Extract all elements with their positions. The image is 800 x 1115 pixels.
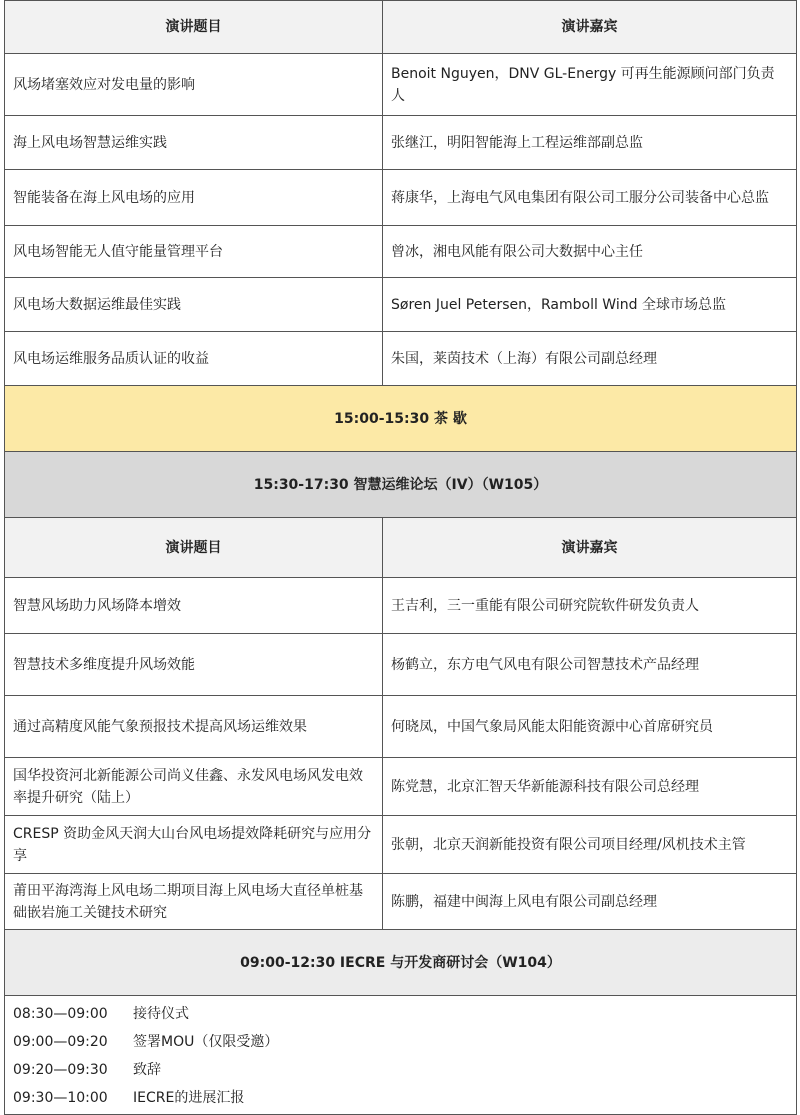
- schedule-activity: 签署MOU（仅限受邀）: [133, 1034, 279, 1050]
- talk-speaker: Benoit Nguyen，DNV GL-Energy 可再生能源顾问部门负责人: [383, 54, 797, 116]
- talk-topic: 风场堵塞效应对发电量的影响: [5, 54, 383, 116]
- talk-speaker: 王吉利，三一重能有限公司研究院软件研发负责人: [383, 578, 797, 634]
- table1-header: [5, 1, 797, 54]
- table-row: [5, 578, 797, 634]
- schedule-block: [5, 996, 797, 1115]
- schedule-cell: [5, 996, 797, 1115]
- speaker-column-header: 演讲嘉宾: [383, 518, 797, 578]
- talk-speaker: 杨鹤立，东方电气风电有限公司智慧技术产品经理: [383, 634, 797, 696]
- schedule-activity: 致辞: [133, 1062, 161, 1078]
- table-row: [5, 816, 797, 874]
- session-band: [5, 452, 797, 518]
- tea-break-band: [5, 386, 797, 452]
- schedule-item: [13, 1028, 788, 1056]
- schedule-time: 09:30—10:00: [13, 1090, 108, 1106]
- talk-topic: 智能装备在海上风电场的应用: [5, 170, 383, 226]
- table-row: [5, 170, 797, 226]
- schedule-activity: IECRE的进展汇报: [133, 1090, 245, 1106]
- talk-topic: 风电场大数据运维最佳实践: [5, 278, 383, 332]
- table2-header: [5, 518, 797, 578]
- talk-topic: 风电场智能无人值守能量管理平台: [5, 226, 383, 278]
- talk-speaker: 张继江，明阳智能海上工程运维部副总监: [383, 116, 797, 170]
- talk-speaker: 陈鹏，福建中闽海上风电有限公司副总经理: [383, 874, 797, 930]
- table-row: [5, 758, 797, 816]
- table-row: [5, 116, 797, 170]
- table-row: [5, 874, 797, 930]
- schedule-item: [13, 1056, 788, 1084]
- table-row: [5, 226, 797, 278]
- schedule-item: [13, 1084, 788, 1112]
- schedule-time: 09:00—09:20: [13, 1034, 108, 1050]
- talk-speaker: 张朝，北京天润新能投资有限公司项目经理/风机技术主管: [383, 816, 797, 874]
- session-title: 15:30-17:30 智慧运维论坛（IV）（W105）: [5, 452, 797, 518]
- talk-topic: CRESP 资助金风天润大山台风电场提效降耗研究与应用分享: [5, 816, 383, 874]
- agenda-table: [4, 0, 797, 1115]
- talk-speaker: 朱国，莱茵技术（上海）有限公司副总经理: [383, 332, 797, 386]
- topic-column-header: 演讲题目: [5, 1, 383, 54]
- talk-speaker: 何晓凤，中国气象局风能太阳能资源中心首席研究员: [383, 696, 797, 758]
- table-row: [5, 696, 797, 758]
- table-row: [5, 278, 797, 332]
- table-row: [5, 54, 797, 116]
- schedule-time: 08:30—09:00: [13, 1006, 108, 1022]
- agenda-page: [4, 0, 796, 1115]
- schedule-activity: 接待仪式: [133, 1006, 189, 1022]
- schedule-item: [13, 1000, 788, 1028]
- speaker-column-header: 演讲嘉宾: [383, 1, 797, 54]
- topic-column-header: 演讲题目: [5, 518, 383, 578]
- talk-topic: 通过高精度风能气象预报技术提高风场运维效果: [5, 696, 383, 758]
- talk-speaker: 陈党慧，北京汇智天华新能源科技有限公司总经理: [383, 758, 797, 816]
- talk-topic: 莆田平海湾海上风电场二期项目海上风电场大直径单桩基础嵌岩施工关键技术研究: [5, 874, 383, 930]
- talk-speaker: 曾冰，湘电风能有限公司大数据中心主任: [383, 226, 797, 278]
- schedule-time: 09:20—09:30: [13, 1062, 108, 1078]
- talk-topic: 风电场运维服务品质认证的收益: [5, 332, 383, 386]
- tea-break-label: 15:00-15:30 茶 歇: [5, 386, 797, 452]
- iecre-session-title: 09:00-12:30 IECRE 与开发商研讨会（W104）: [5, 930, 797, 996]
- talk-speaker: 蒋康华，上海电气风电集团有限公司工服分公司装备中心总监: [383, 170, 797, 226]
- talk-speaker: Søren Juel Petersen，Ramboll Wind 全球市场总监: [383, 278, 797, 332]
- table-row: [5, 634, 797, 696]
- talk-topic: 智慧技术多维度提升风场效能: [5, 634, 383, 696]
- talk-topic: 智慧风场助力风场降本增效: [5, 578, 383, 634]
- iecre-session-band: [5, 930, 797, 996]
- table-row: [5, 332, 797, 386]
- talk-topic: 海上风电场智慧运维实践: [5, 116, 383, 170]
- talk-topic: 国华投资河北新能源公司尚义佳鑫、永发风电场风发电效率提升研究（陆上）: [5, 758, 383, 816]
